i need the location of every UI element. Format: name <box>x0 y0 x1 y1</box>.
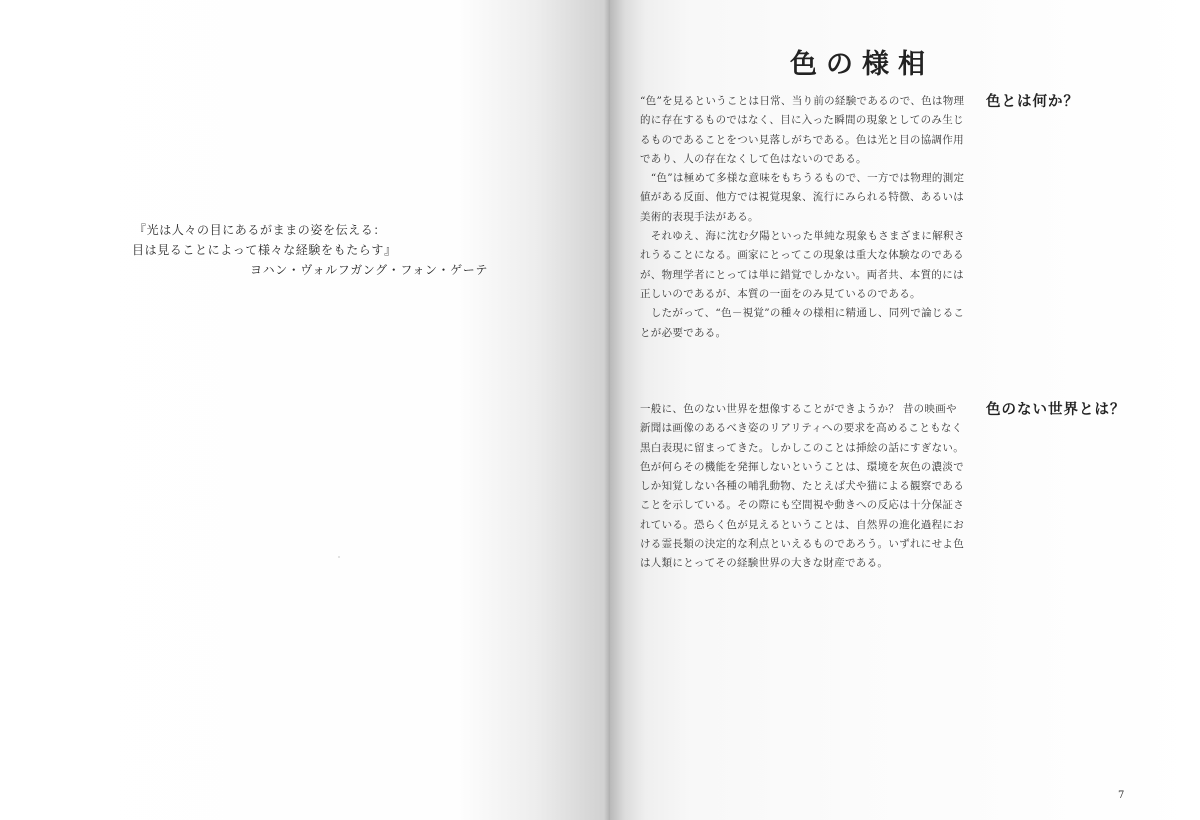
body-line: “色”を見るということは日常、当り前の経験であるので、色は物理 <box>640 95 965 107</box>
body-line: “色”は極めて多様な意味をもちうるもので、一方では物理的測定 <box>640 172 965 185</box>
section-heading-what-is-color: 色とは何か？ <box>986 93 1079 110</box>
body-line: 正しいのであるが、本質の一面をのみ見ているのである。 <box>640 287 921 300</box>
body-line: とが必要である。 <box>640 326 727 339</box>
page-number: 7 <box>1118 790 1125 801</box>
goethe-quote <box>132 220 492 280</box>
quote-line: 『光は人々の目にあるがままの姿を伝える： <box>134 223 387 237</box>
body-line: が、物理学者にとっては単に錯覚でしかない。両者共、本質的には <box>640 268 964 281</box>
paper-speck <box>338 556 340 558</box>
body-line: 美術的表現手法がある。 <box>640 210 759 223</box>
body-line: 色が何らその機能を発揮しないということは、環境を灰色の濃淡で <box>640 460 964 473</box>
quote-author: ヨハン・ヴォルフガング・フォン・ゲーテ <box>250 263 488 277</box>
body-line: 一般に、色のない世界を想像することができようか？ 昔の映画や <box>640 403 957 415</box>
body-line: れている。恐らく色が見えるということは、自然界の進化過程にお <box>640 518 964 531</box>
body-line: であり、人の存在なくして色はないのである。 <box>640 152 867 165</box>
body-line: 値がある反面、他方では視覚現象、流行にみられる特徴、あるいは <box>640 191 964 204</box>
section-body-world-without-color <box>640 400 974 574</box>
right-page <box>610 0 1200 820</box>
body-line: それゆえ、海に沈む夕陽といった単純な現象もさまざまに解釈さ <box>640 230 965 243</box>
body-line: しか知覚しない各種の哺乳動物、たとえば犬や猫による観察である <box>640 480 964 493</box>
body-line: 新聞は画像のあるべき姿のリアリティへの要求を高めることもなく <box>640 422 963 435</box>
quote-line: 目は見ることによって様々な経験をもたらす』 <box>132 243 397 257</box>
body-line: れうることになる。画家にとってこの現象は重大な体験なのである <box>640 249 964 262</box>
body-line: したがって、“色－視覚”の種々の様相に精通し、同列で論じるこ <box>640 307 965 320</box>
body-line: ことを示している。その際にも空間視や動きへの反応は十分保証さ <box>640 499 964 512</box>
body-line: 的に存在するものではなく、目に入った瞬間の現象としてのみ生じ <box>640 114 964 127</box>
body-line: るものであることをつい見落しがちである。色は光と目の協調作用 <box>640 133 964 146</box>
section-body-what-is-color <box>640 92 974 343</box>
body-line: ける霊長類の決定的な利点といえるものであろう。いずれにせよ色 <box>640 538 964 551</box>
page-title: 色の様相 <box>790 49 934 80</box>
section-heading-world-without-color: 色のない世界とは？ <box>986 401 1126 418</box>
body-line: は人類にとってその経験世界の大きな財産である。 <box>640 557 889 570</box>
body-line: 黒白表現に留まってきた。しかしこのことは挿絵の話にすぎない。 <box>640 441 964 454</box>
